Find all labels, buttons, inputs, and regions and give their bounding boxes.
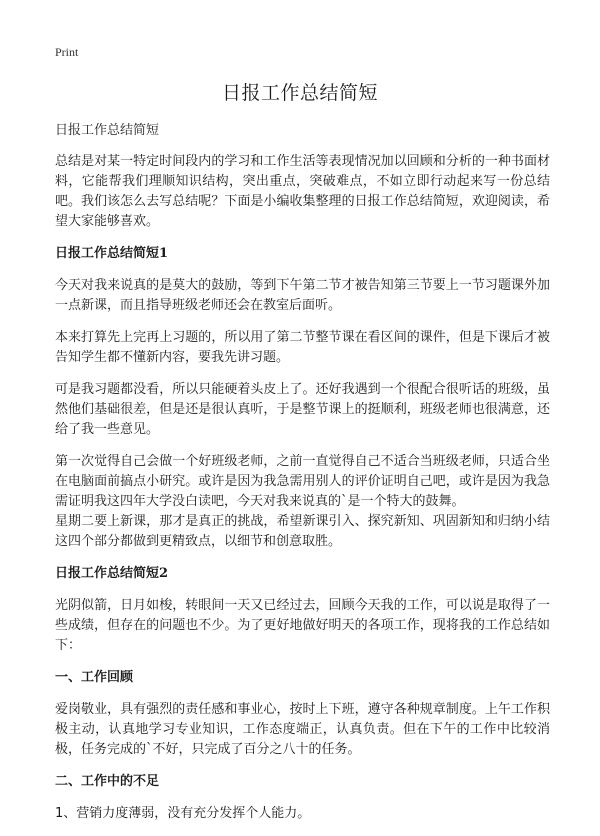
print-link[interactable]: Print: [55, 45, 79, 59]
section-2-intro: 光阴似箭，日月如梭，转眼间一天又已经过去，回顾今天我的工作，可以说是取得了一些成绩，但存在的问题也不少。为了更好地做好明天的各项工作，现将我的工作总结如下：: [55, 598, 550, 653]
section-1-paragraph-4: 第一次觉得自己会做一个好班级老师，之前一直觉得自己不适合当班级老师，只适合坐在电脑面前搞点小研究。或许是因为我急需用别人的评价证明自己吧，或许是因为我急需证明我这四年大学没白读吧，今天对我来说真的`是一个特大的鼓舞。: [55, 454, 550, 509]
intro-paragraph: 总结是对某一特定时间段内的学习和工作生活等表现情况加以回顾和分析的一种书面材料，它能帮我们理顺知识结构，突出重点，突破难点，不如立即行动起来写一份总结吧。我们该怎么去写总结呢？下面是小编收集整理的日报工作总结简短，欢迎阅读，希望大家能够喜欢。: [55, 154, 550, 229]
section-1-paragraph-3: 可是我习题都没看，所以只能硬着头皮上了。还好我遇到一个很配合很听话的班级，虽然他们基础很差，但是还是很认真听，于是整节课上的挺顺利，班级老师也很满意，还给了我一些意见。: [55, 382, 550, 437]
section-1-paragraph-1: 今天对我来说真的是莫大的鼓励，等到下午第二节才被告知第三节要上一节习题课外加一点新课，而且指导班级老师还会在教室后面听。: [55, 278, 550, 313]
section-1-heading: 日报工作总结简短1: [55, 246, 169, 261]
page-title: 日报工作总结简短: [221, 82, 378, 104]
article-subtitle: 日报工作总结简短: [55, 123, 160, 138]
section-1-paragraph-5: 星期二要上新课，那才是真正的挑战，希望新课引入、探究新知、巩固新知和归纳小结这四个部分都做到更精致点，以细节和创意取胜。: [55, 514, 550, 549]
shortcomings-heading: 二、工作中的不足: [55, 774, 160, 789]
article-body: [55, 121, 550, 836]
shortcomings-item-1: 1、营销力度薄弱，没有充分发挥个人能力。: [55, 806, 311, 821]
work-review-heading: 一、工作回顾: [55, 670, 134, 685]
section-1-paragraph-2: 本来打算先上完再上习题的，所以用了第二节整节课在看区间的课件，但是下课后才被告知学生都不懂新内容，要我先讲习题。: [55, 330, 550, 365]
section-2-heading: 日报工作总结简短2: [55, 566, 169, 581]
work-review-paragraph: 爱岗敬业，具有强烈的责任感和事业心，按时上下班，遵守各种规章制度。上午工作积极主动，认真地学习专业知识，工作态度端正，认真负责。但在下午的工作中比较消极，任务完成的`不好，只完成了百分之八十的任务。: [55, 702, 550, 757]
